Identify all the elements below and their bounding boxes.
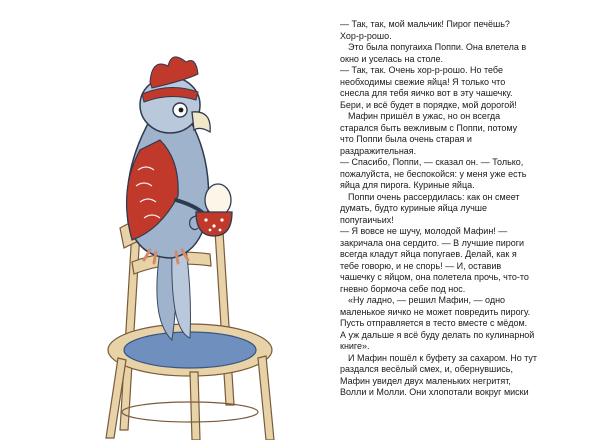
text-line: — Так, так. Очень хор-р-рошо. Но тебе	[340, 65, 503, 75]
text-line: — Спасибо, Поппи, — сказал он. — Только,	[340, 157, 524, 167]
text-line: — Так, так, мой мальчик! Пирог печёшь?	[340, 19, 510, 29]
text-line: всегда кладут яйца попугаев. Делай, как я	[340, 249, 517, 259]
text-line: Это была попугаиха Поппи. Она влетела в	[348, 42, 527, 52]
text-line: раздражительная.	[340, 145, 417, 156]
text-line: книге».	[340, 341, 370, 351]
text-line: Мафин увидел двух маленьких негритят,	[340, 375, 511, 386]
text-line: гневно бормоча себе под нос.	[340, 283, 466, 294]
text-line: чашечку с яйцом, она полетела прочь, что-то	[340, 272, 529, 282]
text-line: яйца для пирога. Куриные яйца.	[340, 180, 475, 190]
text-line: А уж дальше я всё буду делать по кулинарной	[340, 329, 535, 340]
text-line: — Я вовсе не шучу, молодой Мафин! —	[340, 226, 508, 236]
text-line: «Ну ладно, — решил Мафин, — одно	[348, 295, 506, 305]
text-line: закричала она сердито. — В лучшие пироги	[340, 237, 525, 248]
text-line: Мафин пришёл в ужас, но он всегда	[348, 111, 501, 121]
text-line: маленькое яичко не может повредить пирогу.	[340, 306, 531, 317]
text-line: Хор-р-рошо.	[340, 30, 392, 41]
text-line: думать, будто куриные яйца лучше	[340, 203, 488, 213]
text-line: снесла для тебя яичко вот в эту чашечку.	[340, 88, 513, 98]
text-line: И Мафин пошёл к буфету за сахаром. Но тут	[348, 352, 538, 363]
text-line: старался быть вежливым с Поппи, потому	[340, 122, 518, 133]
text-line: Бери, и всё будет в порядке, мой дорогой!	[340, 99, 517, 110]
text-line: попугаичьих!	[340, 214, 394, 225]
text-line: что Поппи была очень старая и	[340, 134, 472, 144]
text-line: Поппи очень рассердилась: как он смеет	[348, 191, 520, 202]
text-line: необходимы свежие яйца! Я только что	[340, 76, 506, 87]
text-line: раздался весёлый смех, и, обернувшись,	[340, 364, 513, 374]
text-line: Пусть отправляется в тесто вместе с мёдом.	[340, 318, 528, 328]
text-line: окно и уселась на столе.	[340, 53, 444, 64]
parrot-poppi	[127, 57, 211, 340]
story-text	[340, 19, 598, 399]
text-line: пожалуйста, не беспокойся: у меня уже есть	[340, 168, 527, 179]
text-line: тебе говорю, и не спорь! — И, оставив	[340, 260, 502, 271]
text-line: Волли и Молли. Они хлопотали вокруг миски	[340, 387, 529, 397]
